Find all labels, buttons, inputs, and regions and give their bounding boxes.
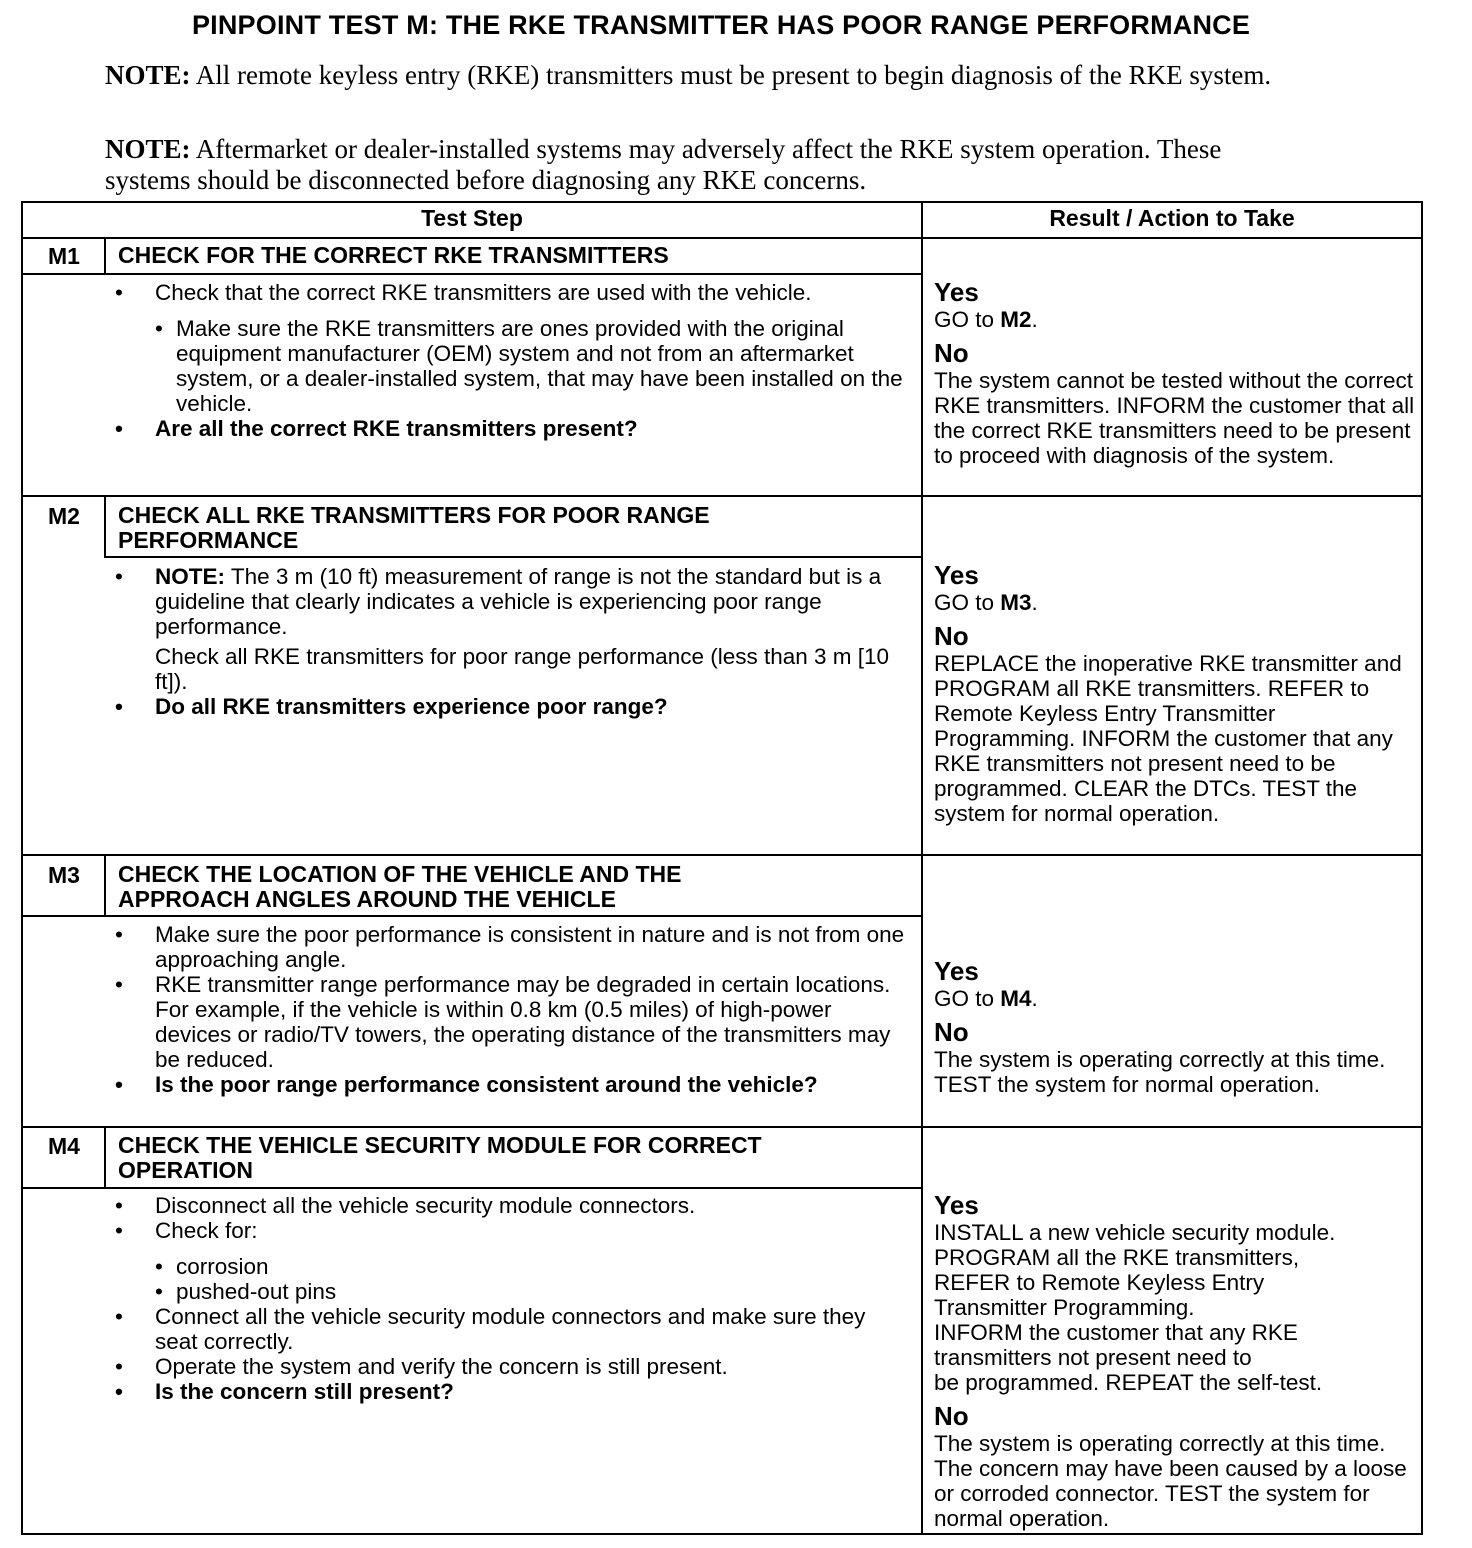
bullet-text: Connect all the vehicle security module connectors and make sure they seat correctly. (155, 1304, 866, 1354)
yes-action-text: GO to (934, 590, 1001, 615)
step-title-m4: CHECK THE VEHICLE SECURITY MODULE FOR CORRECT OPERATION (118, 1132, 762, 1183)
note-2-label: NOTE: (105, 134, 191, 164)
table-border-bottom (21, 1533, 1423, 1535)
result-m1 (934, 278, 1420, 468)
yes-line: REFER to Remote Keyless Entry (934, 1270, 1265, 1295)
list-item: • RKE transmitter range performance may be degraded in certain locations. For example, if the vehicle is within 0.8 km (0.5 miles) of high-power devices or radio/TV towers, the operating distance of the transmitters may be reduced. (115, 972, 891, 1072)
list-item: • Check for: (115, 1218, 258, 1243)
paragraph: Check all RKE transmitters for poor range performance (less than 3 m [10 ft]). (155, 644, 890, 694)
bullet-text: Make sure the poor performance is consistent in nature and is not from one approaching angle. (155, 922, 905, 972)
question-text: Is the concern still present? (155, 1379, 454, 1404)
header-test-step: Test Step (421, 205, 523, 231)
no-label: No (934, 1017, 969, 1047)
result-m2 (934, 561, 1420, 826)
no-label: No (934, 621, 969, 651)
yes-action: GO to M2. (934, 307, 1038, 332)
table-border-right (1421, 201, 1423, 1535)
column-divider (921, 201, 923, 1535)
note-2 (105, 134, 1255, 196)
yes-line: transmitters not present need to (934, 1345, 1252, 1370)
result-m3 (934, 957, 1420, 1097)
bullet-text: RKE transmitter range performance may be degraded in certain locations. For example, if the vehicle is within 0.8 km (0.5 miles) of high-power devices or radio/TV towers, the operating distance of the transmitters may be reduced. (155, 972, 891, 1072)
list-item: • Disconnect all the vehicle security module connectors. (115, 1193, 696, 1218)
m3-title-divider (21, 915, 923, 917)
note-2-text: Aftermarket or dealer-installed systems may adversely affect the RKE system operation. These systems should be disconnected before diagnosing any RKE concerns. (105, 134, 1222, 195)
m4-title-divider (21, 1187, 923, 1189)
sub-bullet-text: Make sure the RKE transmitters are ones provided with the original equipment manufacturer (OEM) system and not from an aftermarket system, or a dealer-installed system, that may have been installed on the vehicle. (176, 316, 903, 416)
question-text: Do all RKE transmitters experience poor range? (155, 694, 668, 719)
list-item-question: • Is the poor range performance consistent around the vehicle? (115, 1072, 818, 1097)
yes-line: PROGRAM all the RKE transmitters, (934, 1245, 1300, 1270)
sub-bullet-text: pushed-out pins (176, 1279, 337, 1304)
yes-label: Yes (934, 277, 979, 307)
bullet-text: Operate the system and verify the concern is still present. (155, 1354, 728, 1379)
note-label: NOTE: (155, 564, 225, 589)
list-item: • Operate the system and verify the concern is still present. (115, 1354, 728, 1379)
yes-line: INFORM the customer that any RKE (934, 1320, 1298, 1345)
yes-label: Yes (934, 560, 979, 590)
yes-action-text: GO to (934, 307, 1001, 332)
m1-title-divider (21, 273, 923, 275)
yes-target: M4 (1000, 986, 1032, 1011)
yes-target: M3 (1000, 590, 1032, 615)
header-divider (21, 237, 1423, 239)
step-body-m4 (115, 1193, 905, 1404)
bullet-text: Check for: (155, 1218, 258, 1243)
step-body-m1 (115, 280, 905, 441)
yes-line: Transmitter Programming. (934, 1295, 1195, 1320)
note-1-text: All remote keyless entry (RKE) transmitters must be present to begin diagnosis of the RKE system. (195, 60, 1272, 90)
result-m4 (934, 1191, 1420, 1531)
m1-row-divider (21, 495, 1423, 497)
no-label: No (934, 338, 969, 368)
yes-label: Yes (934, 1190, 979, 1220)
m2-title-divider (104, 556, 923, 558)
yes-line: be programmed. REPEAT the self-test. (934, 1370, 1323, 1395)
sub-bullet-text: corrosion (176, 1254, 269, 1279)
step-id-m4: M4 (48, 1133, 80, 1159)
yes-line: INSTALL a new vehicle security module. (934, 1220, 1336, 1245)
note-1 (105, 60, 1335, 91)
question-text: Are all the correct RKE transmitters present? (155, 416, 638, 441)
header-result: Result / Action to Take (1049, 205, 1295, 231)
list-item: • Make sure the poor performance is consistent in nature and is not from one approaching angle. (115, 922, 905, 972)
yes-target: M2 (1000, 307, 1032, 332)
step-title-m3: CHECK THE LOCATION OF THE VEHICLE AND THE APPROACH ANGLES AROUND THE VEHICLE (118, 861, 682, 912)
yes-action: GO to M4. (934, 986, 1038, 1011)
yes-action-text: GO to (934, 986, 1001, 1011)
step-title-m1: CHECK FOR THE CORRECT RKE TRANSMITTERS (118, 242, 669, 268)
list-item: • Connect all the vehicle security module connectors and make sure they seat correctly. (115, 1304, 866, 1354)
list-item: • Check that the correct RKE transmitters are used with the vehicle. (115, 280, 812, 305)
no-action: REPLACE the inoperative RKE transmitter and PROGRAM all RKE transmitters. REFER to Remote Keyless Entry Transmitter Programming. INFORM the customer that any RKE transmitters not present need to be programmed. CLEAR the DTCs. TEST the system for normal operation. (934, 651, 1402, 826)
note-text: The 3 m (10 ft) measurement of range is not the standard but is a guideline that clearly indicates a vehicle is experiencing poor range performance. (155, 564, 882, 639)
step-id-m1: M1 (48, 243, 80, 269)
sub-list-item: • Make sure the RKE transmitters are ones provided with the original equipment manufacturer (OEM) system and not from an aftermarket system, or a dealer-installed system, that may have been installed on the vehicle. (155, 316, 903, 416)
list-item: • NOTE: The 3 m (10 ft) measurement of range is not the standard but is a guideline that clearly indicates a vehicle is experiencing poor range performance. (115, 564, 882, 639)
no-action: The system is operating correctly at this time. TEST the system for normal operation. (934, 1047, 1386, 1097)
no-action: The system cannot be tested without the correct RKE transmitters. INFORM the customer that all the correct RKE transmitters need to be present to proceed with diagnosis of the system. (934, 368, 1415, 468)
bullet-text: Check that the correct RKE transmitters are used with the vehicle. (155, 280, 812, 305)
step-body-m2 (115, 564, 905, 719)
list-item-question: • Is the concern still present? (115, 1379, 454, 1404)
m2-row-divider (21, 854, 1423, 856)
bullet-text: Disconnect all the vehicle security module connectors. (155, 1193, 696, 1218)
note-1-label: NOTE: (105, 60, 191, 90)
step-id-m3: M3 (48, 862, 80, 888)
yes-action: GO to M3. (934, 590, 1038, 615)
list-item-question: • Are all the correct RKE transmitters present? (115, 416, 638, 441)
sub-list-item: • corrosion (155, 1254, 269, 1279)
table-border-top (21, 201, 1423, 203)
step-id-m2: M2 (48, 503, 80, 529)
no-action: The system is operating correctly at this time. The concern may have been caused by a loose or corroded connector. TEST the system for normal operation. (934, 1431, 1407, 1531)
question-text: Is the poor range performance consistent around the vehicle? (155, 1072, 818, 1097)
step-title-m2: CHECK ALL RKE TRANSMITTERS FOR POOR RANGE PERFORMANCE (118, 502, 710, 553)
sub-list-item: • pushed-out pins (155, 1279, 337, 1304)
page-title: PINPOINT TEST M: THE RKE TRANSMITTER HAS POOR RANGE PERFORMANCE (191, 10, 1251, 40)
list-item-question: • Do all RKE transmitters experience poor range? (115, 694, 668, 719)
yes-label: Yes (934, 956, 979, 986)
m3-row-divider (21, 1126, 1423, 1128)
step-body-m3 (115, 922, 905, 1097)
no-label: No (934, 1401, 969, 1431)
